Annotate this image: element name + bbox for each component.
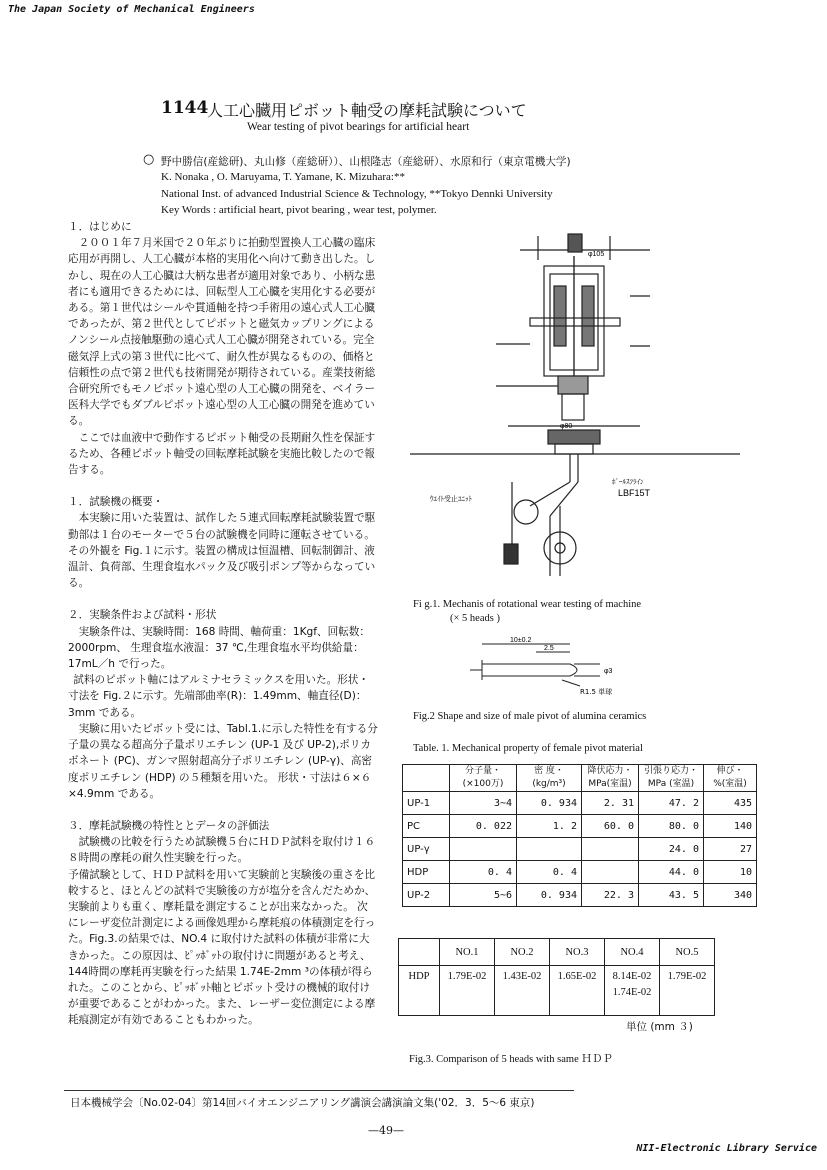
authors-jp: 野中勝信(産総研)、丸山修（産総研））、山根隆志（産総研）、水原和行（東京電機大学) — [161, 156, 571, 168]
paragraph: ここでは血液中で動作するピボット軸受の長期耐久性を保証するため、各種ピボット軸受の回転摩耗試験を実施比較したので報告する。 — [68, 431, 376, 477]
library-footer: NII-Electronic Library Service — [636, 1143, 817, 1154]
page-number: —49— — [368, 1124, 404, 1137]
weight-label: ｳｴｲﾄ受止ﾕﾆｯﾄ — [430, 495, 472, 503]
diameter-dimension: φ3 — [604, 668, 613, 675]
fig1-caption: Fi g.1. Mechanis of rotational wear testing of machine — [413, 599, 642, 610]
row-label: UP-1 — [403, 792, 450, 815]
fig1-caption-heads: (× 5 heads ) — [450, 613, 500, 624]
table-row — [403, 815, 757, 838]
table-cell: 43. 5 — [639, 884, 704, 907]
table-cell: 140 — [704, 815, 757, 838]
dim-bottom-label: φ80 — [560, 423, 573, 430]
table-row — [399, 966, 715, 1016]
column-header: NO.4 — [605, 939, 660, 966]
column-header: 密 度・ (kg/m³) — [517, 765, 582, 792]
body-text — [68, 215, 378, 1029]
paragraph: 実験条件は、実験時間：168 時間、軸荷重：1Kgf、回転数：2000rpm、 生理食塩水液温：37 ℃,生理食塩水平均供給量：17mL／h で行った。 — [68, 625, 370, 671]
table-cell: 80. 0 — [639, 815, 704, 838]
paragraph: 試験機の比較を行うため試験機５台にＨＤＰ試料を取付け１６８時間の摩耗の耐久性実験を行った。 — [68, 836, 376, 865]
table-cell: 1.43E-02 — [495, 966, 550, 1016]
material-table — [402, 764, 757, 907]
bush-label: LBF15T — [618, 488, 651, 498]
keywords: Key Words : artificial heart, pivot bearing , wear test, polymer. — [161, 204, 437, 216]
table-cell — [450, 838, 517, 861]
paragraph: ２００１年７月米国で２０年ぶりに拍動型置換人工心臓の臨床応用が再開し、人工心臓が本格的実用化へ向けて動き出した。しかし、現在の人工心臓は大柄な患者が適用対象であり、小柄な患者にも適用できるためには、回転型人工心臓を実用化する必要がある。第１世代はシールや貫通軸を持つ手術用の遠心式人工心臓であったが、第２世代としてピボットと磁気カップリングによるノンシール点接触駆動の遠心式人工心臓が開発されている。完全磁気浮上式の第３世代に比べて、耐久性が異なるものの、価格と信頼性の点で第２世代も技術開発が期待されている。産業技術総合研究所でもモノピボット遠心型の人工心臓の開発を、ベイラー医科大学でもダブルピボット遠心型の人工心臓の開発を進めている。 — [68, 237, 376, 428]
table-cell: 1.79E-02 — [660, 966, 715, 1016]
pivot-drawing — [440, 636, 690, 698]
tip-dimension: 2.5 — [544, 645, 554, 652]
table-cell: 3~4 — [450, 792, 517, 815]
table-cell: 0. 934 — [517, 884, 582, 907]
fig3-caption: Fig.3. Comparison of 5 heads with same ＨＤＰ — [409, 1054, 613, 1065]
proceedings-line: 日本機械学会〔No.02-04〕第14回バイオエンジニアリング講演会講演論文集('02．3．5～6 東京) — [70, 1097, 535, 1109]
section-heading: １．試験機の概要・ — [68, 496, 164, 509]
column-header: 引張り応力・ MPa (室温) — [639, 765, 704, 792]
column-header: 降伏応力・ MPa(室温) — [582, 765, 639, 792]
paragraph: 本実験に用いた装置は、試作した５連式回転摩耗試験装置で駆動部は１台のモーターで５台の試験機を同時に運転させている。その外観を Fig.１に示す。装置の構成は恒温槽、回転制御計、液温計、負荷部、生理食塩水パック及び吸引ポンプ等からなっている。 — [68, 512, 376, 590]
corner-cell — [403, 765, 450, 792]
column-header: NO.3 — [550, 939, 605, 966]
table-cell: 5~6 — [450, 884, 517, 907]
table-row — [403, 861, 757, 884]
table-cell: 60. 0 — [582, 815, 639, 838]
section-heading: １．はじめに — [68, 221, 132, 233]
dim-top-label: φ105 — [588, 251, 605, 258]
table-row — [403, 884, 757, 907]
column-header: NO.5 — [660, 939, 715, 966]
table-cell: 22. 3 — [582, 884, 639, 907]
length-dimension: 10±0.2 — [510, 637, 532, 644]
paragraph: 実験に用いたピボット受には、Tabl.1.に示した特性を有する分子量の異なる超高分子量ポリエチレン (UP-1 及び UP-2),ポリカボネート (PC)、ガンマ照射超高分子ポリエチレン (UP-γ)、高密度ポリエチレン (HDP) の５種類を用いた。 形状・寸法は６×６×4.9mm である。 — [68, 722, 378, 800]
authors-en: K. Nonaka , O. Maruyama, T. Yamane, K. Mizuhara:** — [161, 171, 405, 183]
table-cell: 340 — [704, 884, 757, 907]
table1-caption: Table. 1. Mechanical property of female pivot material — [413, 743, 643, 754]
table-cell: 0. 934 — [517, 792, 582, 815]
column-header: 伸び・ %(室温) — [704, 765, 757, 792]
column-header: NO.1 — [440, 939, 495, 966]
column-header: NO.2 — [495, 939, 550, 966]
table-cell: 8.14E-02 1.74E-02 — [605, 966, 660, 1016]
table-cell: 47. 2 — [639, 792, 704, 815]
table-cell: 24. 0 — [639, 838, 704, 861]
table-cell: 1.79E-02 — [440, 966, 495, 1016]
wear-volume-table — [398, 938, 715, 1016]
section-heading: ３．摩耗試験機の特性ととデータの評価法 — [68, 819, 270, 832]
corner-cell — [399, 939, 440, 966]
paragraph: 試料のピボット軸にはアルミナセラミックスを用いた。形状・寸法を Fig.２に示す。先端部曲率(R)：1.49mm、軸直径(D)：3mm である。 — [68, 674, 369, 719]
title-en: Wear testing of pivot bearings for artificial heart — [247, 121, 470, 133]
machine-drawing — [410, 226, 740, 596]
table-cell: 10 — [704, 861, 757, 884]
pulley-label: ﾎﾟｰﾙｽﾌﾗｲﾝ — [612, 478, 644, 486]
paper-number: 1144 — [161, 98, 209, 118]
table-cell: 27 — [704, 838, 757, 861]
table-header-row — [403, 765, 757, 792]
table-cell: 0. 022 — [450, 815, 517, 838]
table-cell: 0. 4 — [450, 861, 517, 884]
row-label: HDP — [399, 966, 440, 1016]
unit-label: 単位 (mm ３) — [626, 1021, 693, 1033]
paragraph: 予備試験として、ＨＤＰ試料を用いて実験前と実験後の重さを比較すると、ほとんどの試料で実験後の方が塩分を含んだためか、実験前よりも重く、摩耗量を測定することが出来なかった。 次にレーザ変位計測定による画像処理から摩耗痕の体積測定を行った。Fig.3.の結果では、NO.4 に取付けた試料の体積が非常に大きかった。この原因は、ﾋﾟｯﾎﾞｯﾄの取付けに問題があると考え、144時間の摩耗再実験を行った結果 1.74E-2mm ³の体積が得られた。このことから、ﾋﾟｯﾎﾞｯﾄ軸とピボット受けの機械的取付けが重要であることがわかった。また、レーザー変位測定による摩耗痕測定が有効であることもわかった。 — [68, 868, 376, 1027]
table-cell: 1. 2 — [517, 815, 582, 838]
table-header-row — [399, 939, 715, 966]
section-heading: ２．実験条件および試料・形状 — [68, 609, 217, 622]
fig2-caption: Fig.2 Shape and size of male pivot of alumina ceramics — [413, 711, 647, 722]
table-cell: 1.65E-02 — [550, 966, 605, 1016]
title-jp: 人工心臓用ピボット軸受の摩耗試験について — [207, 101, 527, 120]
row-label: UP-γ — [403, 838, 450, 861]
row-label: UP-2 — [403, 884, 450, 907]
affiliation: National Inst. of advanced Industrial Science & Technology, **Tokyo Dennki University — [161, 188, 553, 200]
row-label: HDP — [403, 861, 450, 884]
radius-label: R1.5 単球 — [580, 688, 613, 696]
table-row — [403, 838, 757, 861]
table-cell: 0. 4 — [517, 861, 582, 884]
row-label: PC — [403, 815, 450, 838]
table-row — [403, 792, 757, 815]
table-cell: 435 — [704, 792, 757, 815]
table-cell — [582, 861, 639, 884]
footer-rule — [64, 1090, 574, 1091]
presenter-marker: ○ — [143, 152, 155, 167]
table-cell — [582, 838, 639, 861]
table-cell: 44. 0 — [639, 861, 704, 884]
society-header: The Japan Society of Mechanical Engineers — [8, 4, 255, 15]
table-cell: 2. 31 — [582, 792, 639, 815]
table-cell — [517, 838, 582, 861]
column-header: 分子量・ (×100万) — [450, 765, 517, 792]
